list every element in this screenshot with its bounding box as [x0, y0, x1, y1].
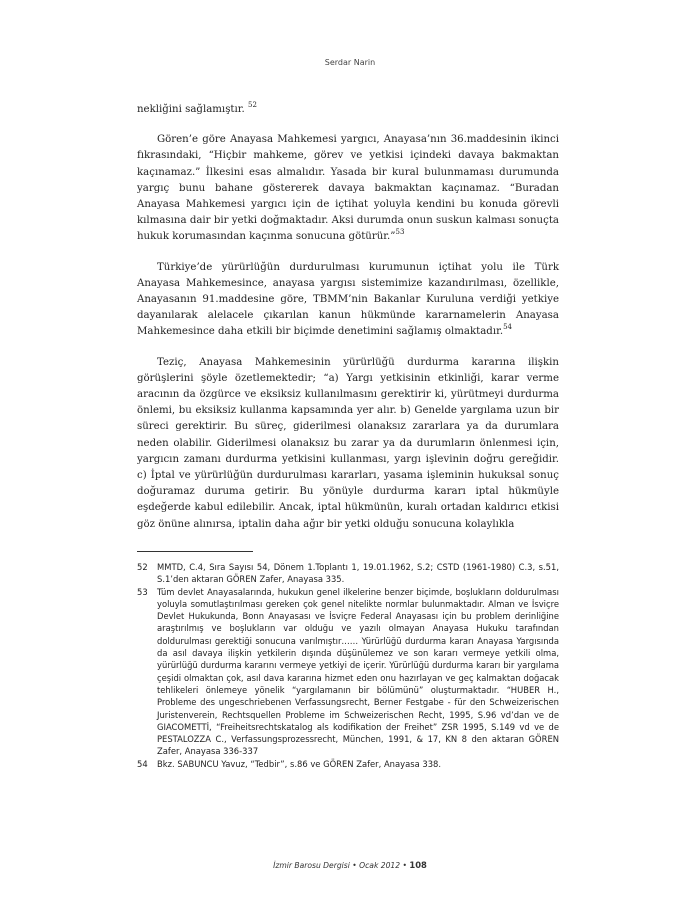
journal-name: İzmir Barosu Dergisi [273, 861, 350, 870]
paragraph-3: Türkiye’de yürürlüğün durdurulması kurumunun içtihat yolu ile Türk Anayasa Mahkemesince, anayasa yargısı sistemimize kazandırılması, özellikle, Anayasanın 91.maddesine göre, TBMM’nin Bakanlar Kuruluna verdiği yetkiye dayanılarak alelacele çıkarılan kanun hükmünde kararnamelerin Anayasa Mahkemesince daha etkili bir biçimde denetimini sağlamış olmaktadır.$^{54}$ [137, 261, 559, 338]
footnote-text: Tüm devlet Anayasalarında, hukukun genel ilkelerine benzer biçimde, boşlukların doldurulması yoluyla somutlaştırılması gereken çok genel nitelikte normlar bulunmaktadır. Alman ve İsviçre Devlet Hukukunda, Bonn Anayasası ve İsviçre Federal Anayasası için bu problem derinliğine araştırılmış ve boşlukların var olduğu ve yazılı olmayan Anayasa Hukuku tarafından doldurulması gerektiği sonucuna varılmıştır…… Yürürlüğü durdurma kararı Anayasa Yargısında da asıl davaya ilişkin yetkilerin dışında düşünülemez ve son kararı vermeye yetkili olma, yürürlüğü durdurma kararını vermeye yetkiyi de içerir. Yürürlüğü durdurma kararı bir yargılama çeşidi olmaktan çok, asıl dava kararına hizmet eden onu hazırlayan ve geç kalmaktan doğacak tehlikeleri önlemeye yönelik “yargılamanın bir bölümünü” oluşturmaktadır. “HUBER H., Probleme des ungeschriebenen Verfassungsrecht, Berner Festgabe - für den Schweizerischen Juristenverein, Rechtsquellen Probleme im Schweizerischen Recht, 1995, S.96 vd’dan ve de GIACOMETTİ, “Freiheitsrechtskatalog als kodifikation der Freihet” ZSR 1995, S.149 vd ve de PESTALOZZA C., Verfassungsprozessrecht, München, 1991, & 17, KN 8 den aktaran GÖREN Zafer, Anayasa 336-337 [157, 586, 559, 757]
footer-separator: • [349, 861, 360, 870]
footnote-number: 54 [137, 758, 148, 769]
footnote-52 [137, 561, 559, 586]
footnote-ref: 54 [503, 323, 512, 332]
footnote-number: 52 [137, 562, 148, 572]
footer-separator: • [400, 861, 410, 870]
paragraph-2: Gören’e göre Anayasa Mahkemesi yargıcı, Anayasa’nın 36.maddesinin ikinci fıkrasındaki, “Hiçbir mahkeme, görev ve yetkisi içindeki davaya bakmaktan kaçınamaz.” İlkesini esas almalıdır. Yasada bir kural bulunmaması durumunda yargıç bunu bahane göstererek davaya bakmaktan kaçınamaz. “Buradan Anayasa Mahkemesi yargıcı için de içtihat yoluyla kendini bu konuda görevli kılmasına dair bir yetki doğmaktadır. Aksi durumda onun suskun kalması sonuçta hukuk korumasından kaçınma sonucuna götürür.”$^{53}$ [137, 134, 559, 243]
footnote-number: 53 [137, 586, 148, 597]
footnote-text: MMTD, C.4, Sıra Sayısı 54, Dönem 1.Toplantı 1, 19.01.1962, S.2; CSTD (1961-1980) C.3, s.51, S.1’den aktaran GÖREN Zafer, Anayasa 335. [157, 562, 559, 585]
issue-date: Ocak 2012 [359, 861, 401, 870]
footnote-ref: 52 [248, 101, 257, 109]
page-number: 108 [409, 860, 427, 870]
footnote-54 [137, 758, 559, 770]
paragraph-4: Teziç, Anayasa Mahkemesinin yürürlüğü durdurma kararına ilişkin görüşlerini şöyle özetlemektedir; “a) Yargı yetkisinin etkinliği, karar verme aracının da özgürce ve eksiksiz kullanılmasını gerektirir ki, yürütmeyi durdurma önlemi, bu eksiksiz kullanma kapsamında yer alır. b) Genelde yargılama uzun bir süreci gerektirir. Bu süreç, giderilmesi olanaksız zararlara ya da durumlara neden olabilir. Giderilmesi olanaksız bu zarar ya da durumların önlenmesi için, yargıcın zamanı durdurma yetkisini kullanması, yargı işlevinin doğru gereğidir. c) İptal ve yürürlüğün durdurulması kararları, yasama işleminin hukuksal sonuç doğuramaz duruma getirir. Bu yönüyle durdurma kararı iptal hükmüyle eşdeğerde kabul edilebilir. Ancak, iptal hükmünün, kuralı ortadan kaldırıcı etkisi göz önüne alınırsa, iptalin daha ağır bir yetki olduğu sonucuna kolaylıkla [137, 356, 559, 530]
paragraph-1: nekliğini sağlamıştır. $^{52}$ [137, 101, 257, 115]
page-footer [0, 860, 700, 870]
footnote-text: Bkz. SABUNCU Yavuz, “Tedbir”, s.86 ve GÖREN Zafer, Anayasa 338. [157, 758, 442, 769]
running-header: Serdar Narin [324, 58, 376, 67]
footnotes [137, 561, 559, 770]
main-text [137, 102, 559, 547]
footnote-ref: 53 [395, 228, 405, 237]
footnote-divider [137, 551, 253, 552]
footnote-53 [137, 586, 559, 758]
